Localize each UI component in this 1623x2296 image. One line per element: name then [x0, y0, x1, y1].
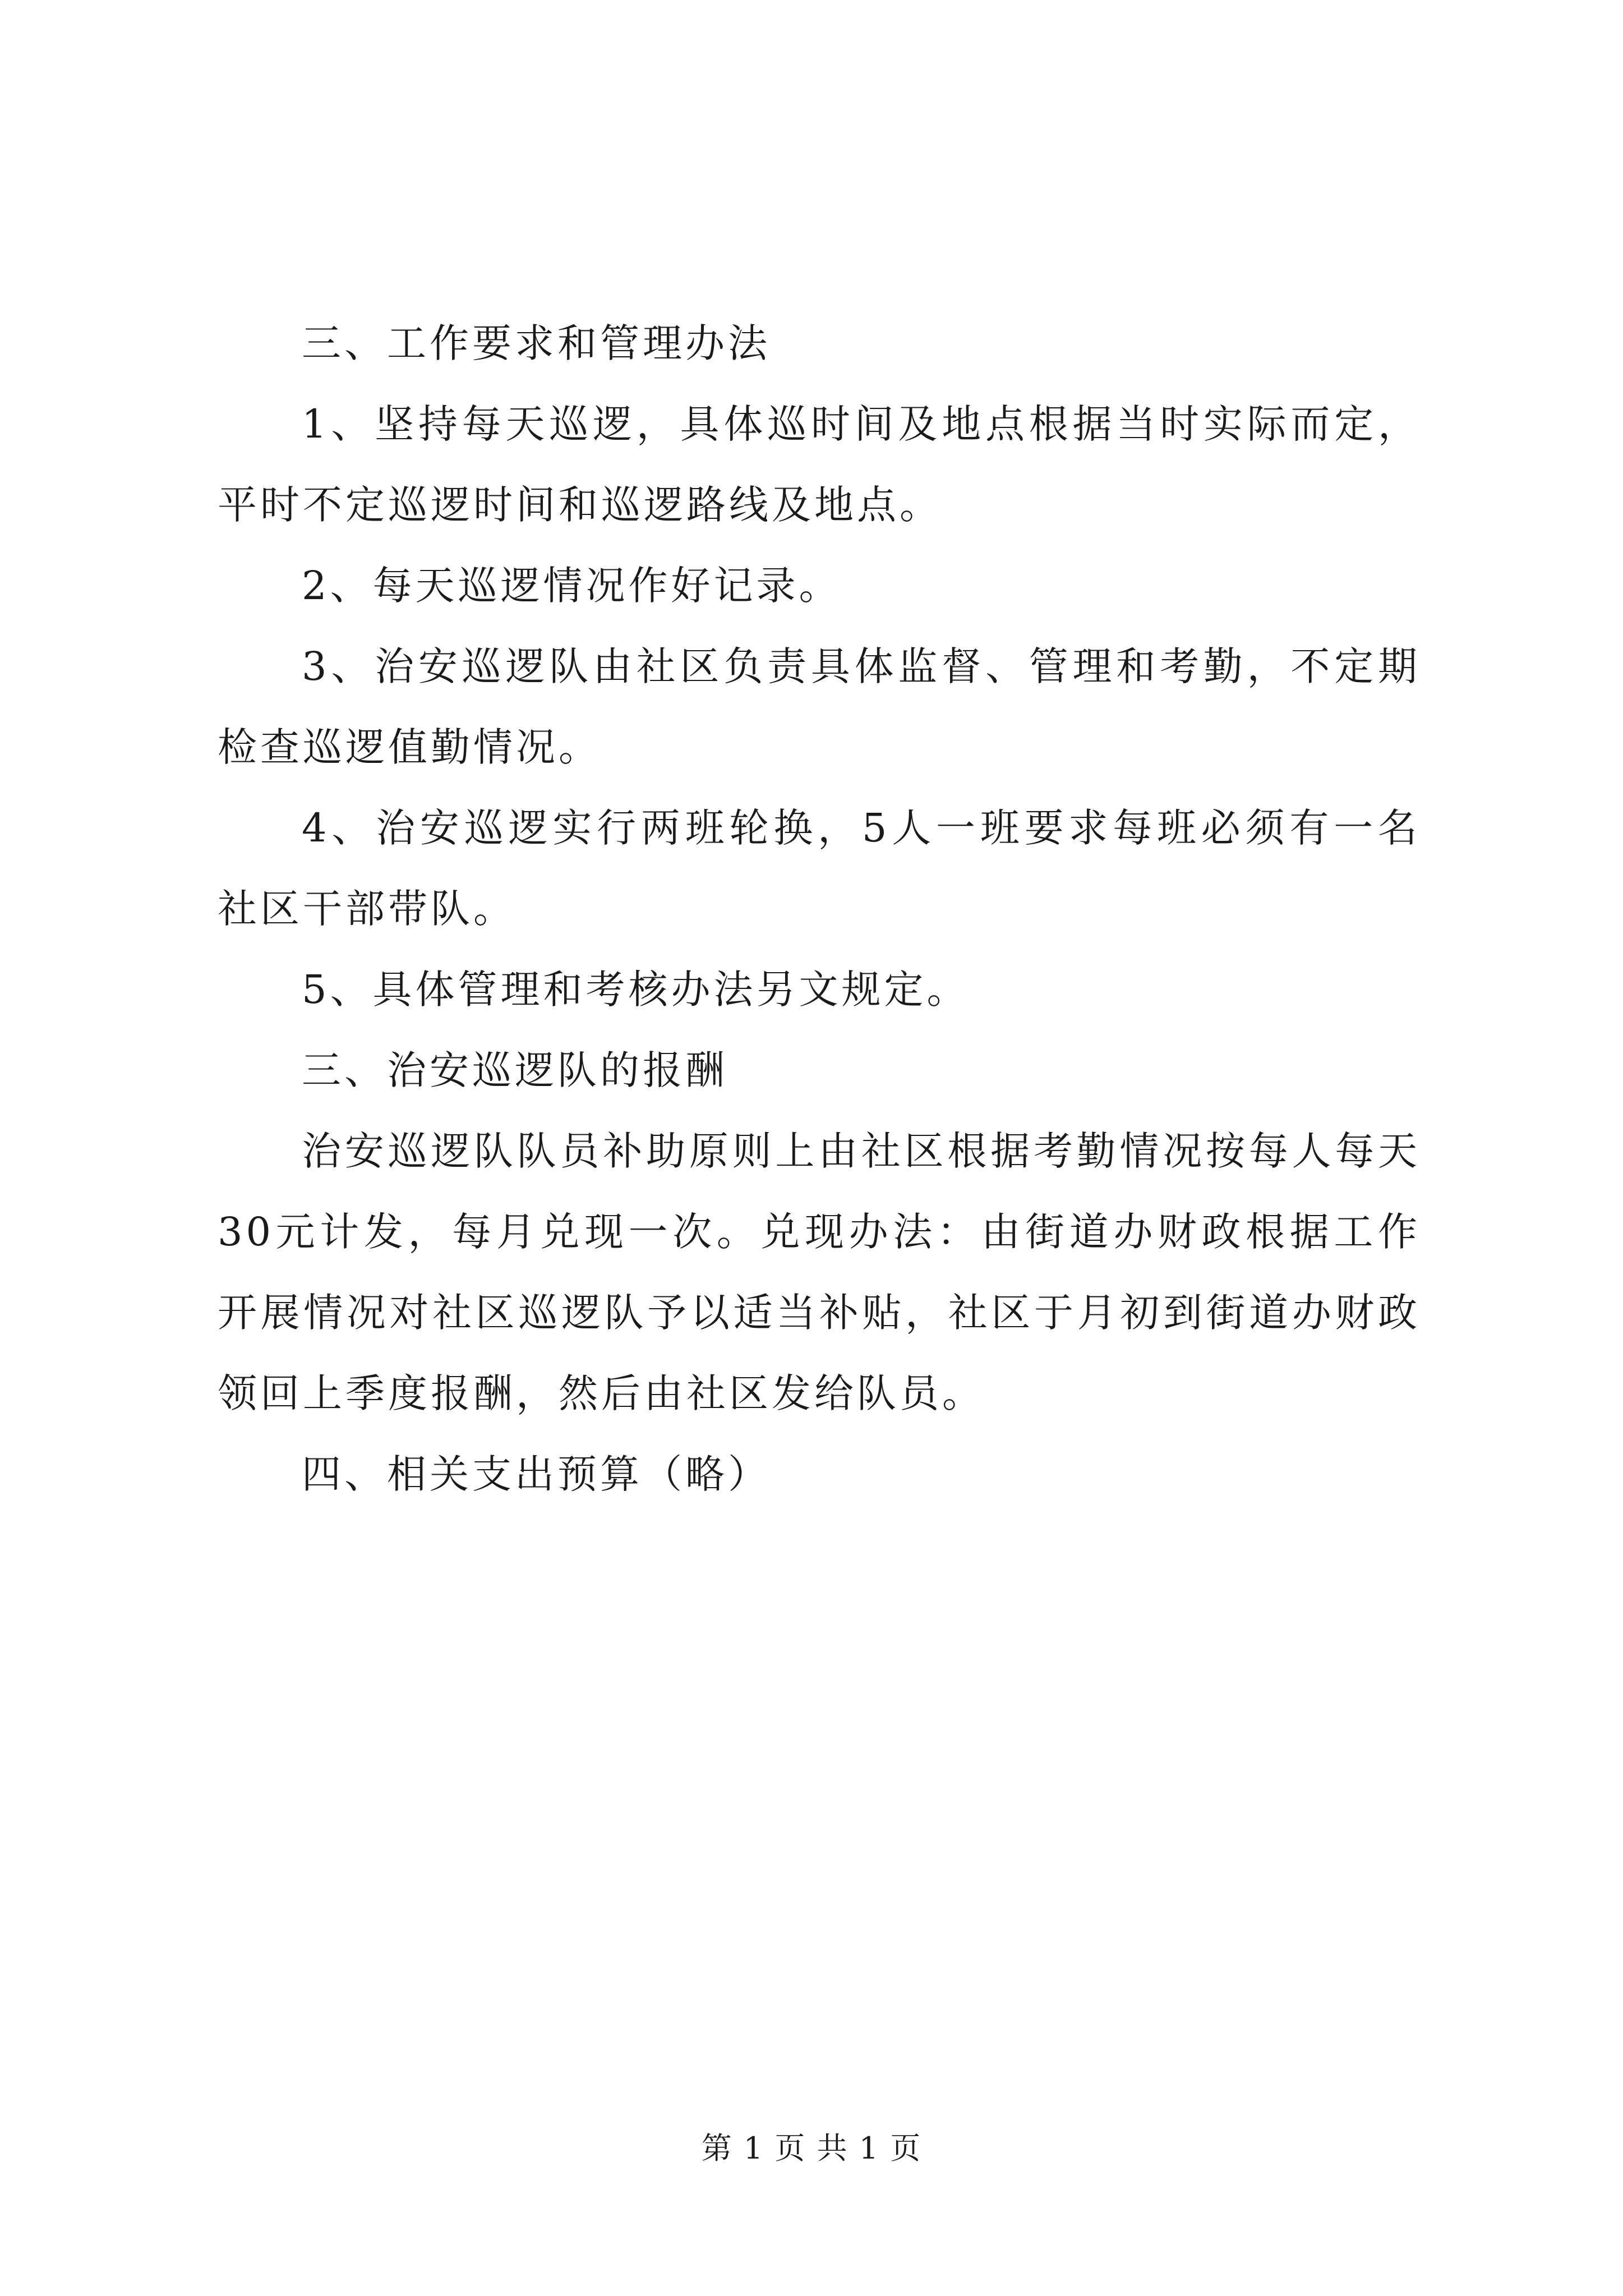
section-heading-work-requirements: 三、工作要求和管理办法 — [302, 320, 771, 366]
list-item-management-rules: 5、具体管理和考核办法另文规定。 — [302, 967, 970, 1013]
list-item-daily-patrol: 1、坚持每天巡逻，具体巡时间及地点根据当时实际而定，平时不定巡逻时间和巡逻路线及地点。 — [218, 401, 1421, 528]
document-body — [218, 303, 1421, 1515]
paragraph-remuneration-details: 治安巡逻队队员补助原则上由社区根据考勤情况按每人每天30元计发，每月兑现一次。兑现办法：由街道办财政根据工作开展情况对社区巡逻队予以适当补贴，社区于月初到街道办财政领回上季度报酬，然后由社区发给队员。 — [218, 1128, 1421, 1416]
section-heading-budget: 四、相关支出预算（略） — [302, 1451, 771, 1497]
page-number-footer: 第 1 页 共 1 页 — [701, 2131, 922, 2166]
list-item-supervision: 3、治安巡逻队由社区负责具体监督、管理和考勤，不定期检查巡逻值勤情况。 — [218, 643, 1421, 770]
section-heading-remuneration: 三、治安巡逻队的报酬 — [302, 1047, 728, 1093]
list-item-shift-rotation: 4、治安巡逻实行两班轮换，5人一班要求每班必须有一名社区干部带队。 — [218, 805, 1421, 932]
list-item-patrol-records: 2、每天巡逻情况作好记录。 — [302, 563, 842, 609]
